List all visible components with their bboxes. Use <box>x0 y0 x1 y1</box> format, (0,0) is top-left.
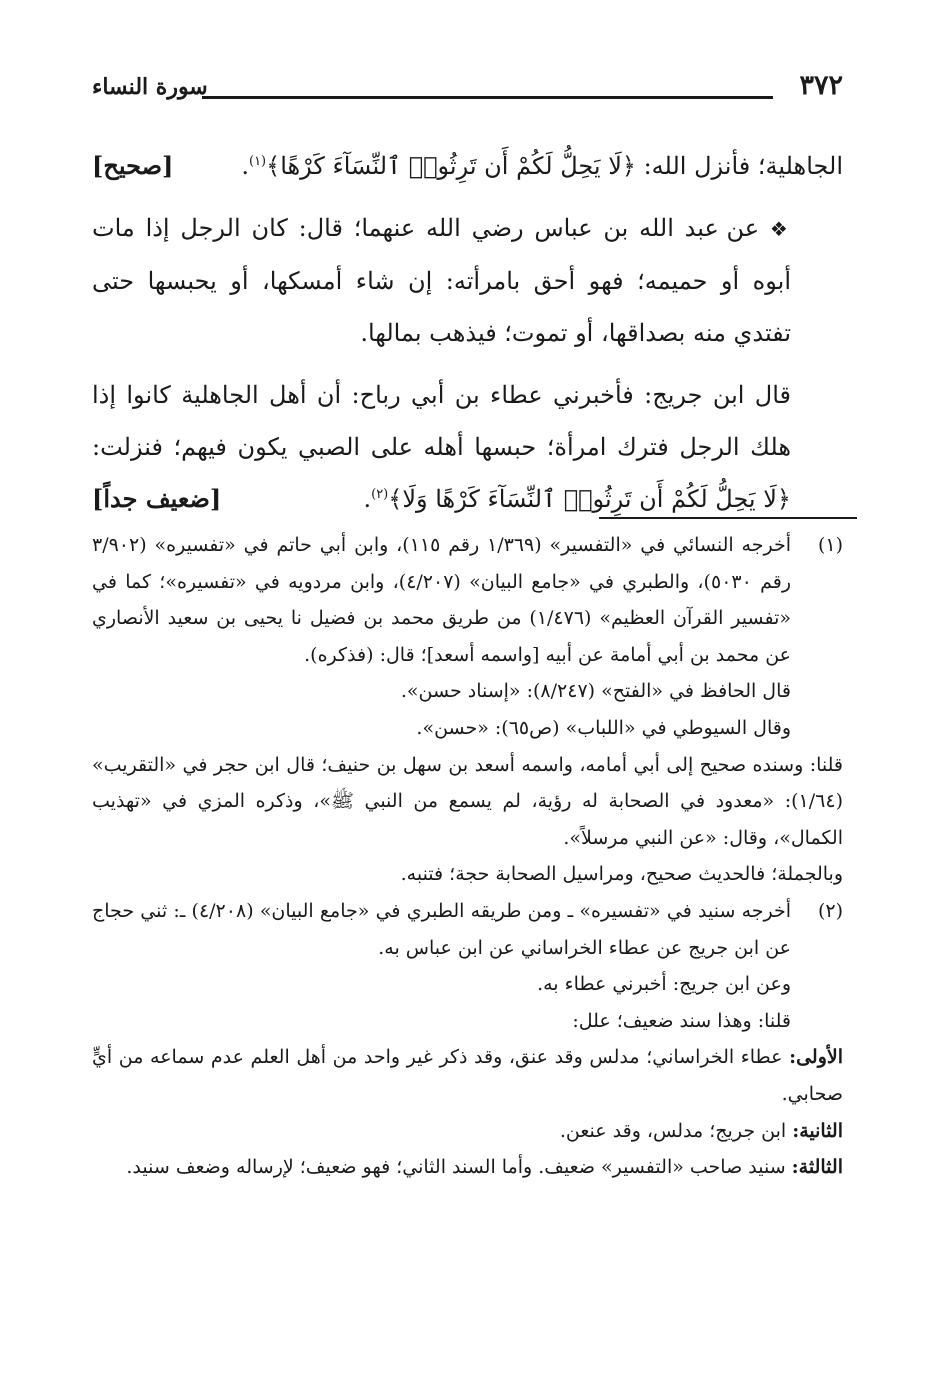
footnote-2-second-defect <box>92 1113 843 1150</box>
grade-daif-jiddan: [ضعيف جداً] <box>92 484 222 513</box>
footnote-ref-1[interactable]: (١) <box>248 154 267 169</box>
footnote-1 <box>92 527 843 893</box>
paragraph-1-text: الجاهلية؛ فأنزل الله: ﴿لَا يَحِلُّ لَكُمْ أَن تَرِثُوا۟ ٱلنِّسَآءَ كَرْهًا﴾ <box>266 152 843 180</box>
header-rule <box>202 96 773 99</box>
footnote-separator <box>599 517 857 519</box>
running-header <box>92 70 843 114</box>
footnote-1-main: أخرجه النسائي في «التفسير» (١/٣٦٩ رقم ١١٥)، وابن أبي حاتم في «تفسيره» (٣/٩٠٢ رقم ٥٠٣٠)، والطبري في «جامع البيان» (٤/٢٠٧)، وابن مردويه في «تفسيره»؛ كما في «تفسير القرآن العظيم» (١/٤٧٦) من طريق محمد بن فضيل نا يحيى بن سعيد الأنصاري عن محمد بن أبي أمامة عن أبيه [واسمه أسعد]؛ قال: (فذكره). <box>92 534 791 666</box>
footnote-2-also: وعن ابن جريج: أخبرني عطاء به. <box>537 973 791 996</box>
footnote-2-number: (٢) <box>817 899 843 922</box>
footnote-2-third-defect <box>92 1149 843 1186</box>
footnote-ref-2[interactable]: (٢) <box>371 487 389 502</box>
footnote-2 <box>92 893 843 1186</box>
footnote-1-suyuti: وقال السيوطي في «اللباب» (ص٦٥): «حسن». <box>416 716 791 739</box>
paragraph-1-end: . <box>241 152 249 180</box>
footnote-1-hafiz: قال الحافظ في «الفتح» (٨/٢٤٧): «إسناد حسن». <box>400 680 791 703</box>
paragraph-1 <box>92 140 843 192</box>
footnote-1-summary: وبالجملة؛ فالحديث صحيح، ومراسيل الصحابة حجة؛ فتنبه. <box>400 863 843 886</box>
surah-title: سورة النساء <box>92 74 208 100</box>
footnote-2-first-defect <box>92 1039 843 1112</box>
first-defect-label: الأولى: <box>789 1046 843 1069</box>
paragraph-3-end: . <box>363 485 372 513</box>
second-defect-label: الثانية: <box>792 1119 843 1142</box>
footnotes <box>92 527 843 1186</box>
second-defect-text: ابن جريج؛ مدلس، وقد عنعن. <box>559 1119 787 1142</box>
paragraph-3-text: قال ابن جريج: فأخبرني عطاء بن أبي رباح: أن أهل الجاهلية كانوا إذا هلك الرجل فترك امرأة؛ حبسها أهله على الصبي يكون فيهم؛ فنزلت: ﴿لَا يَحِلُّ لَكُمْ أَن تَرِثُوا۟ ٱلنِّسَآءَ كَرْهًا وَلَا﴾ <box>92 381 791 513</box>
paragraph-3 <box>92 369 843 525</box>
footnote-1-qulna: قلنا: وسنده صحيح إلى أبي أمامه، واسمه أسعد بن سهل بن حنيف؛ قال ابن حجر في «التقريب» (١/٦٤): «معدود في الصحابة له رؤية، لم يسمع من النبي ﷺ»، وذكره المزي في «تهذيب الكمال»، وقال: «عن النبي مرسلاً». <box>92 753 843 849</box>
paragraph-2 <box>92 202 843 359</box>
grade-sahih: [صحيح] <box>92 151 174 180</box>
third-defect-text: سنيد صاحب «التفسير» ضعيف. وأما السند الثاني؛ فهو ضعيف؛ لإرساله وضعف سنيد. <box>126 1156 786 1179</box>
third-defect-label: الثالثة: <box>791 1156 843 1179</box>
footnote-1-number: (١) <box>817 534 843 556</box>
page-number: ٣٧٢ <box>799 70 843 101</box>
paragraph-2-text: عن عبد الله بن عباس رضي الله عنهما؛ قال: كان الرجل إذا مات أبوه أو حميمه؛ فهو أحق بامرأته: إن شاء أمسكها، أو يحبسها حتى تفتدي منه بصداقها، أو تموت؛ فيذهب بمالها. <box>92 214 791 347</box>
footnote-2-main: أخرجه سنيد في «تفسيره» ـ ومن طريقه الطبري في «جامع البيان» (٤/٢٠٨) ـ: ثني حجاج عن ابن جريج عن عطاء الخراساني عن ابن عباس به. <box>92 899 792 959</box>
footnote-2-qulna: قلنا: وهذا سند ضعيف؛ علل: <box>572 1009 791 1032</box>
first-defect-text: عطاء الخراساني؛ مدلس وقد عنق، وقد ذكر غير واحد من أهل العلم عدم سماعه من أيٍّ صحابي. <box>92 1046 843 1105</box>
main-text <box>92 140 843 525</box>
bullet-icon: ❖ <box>769 217 791 241</box>
